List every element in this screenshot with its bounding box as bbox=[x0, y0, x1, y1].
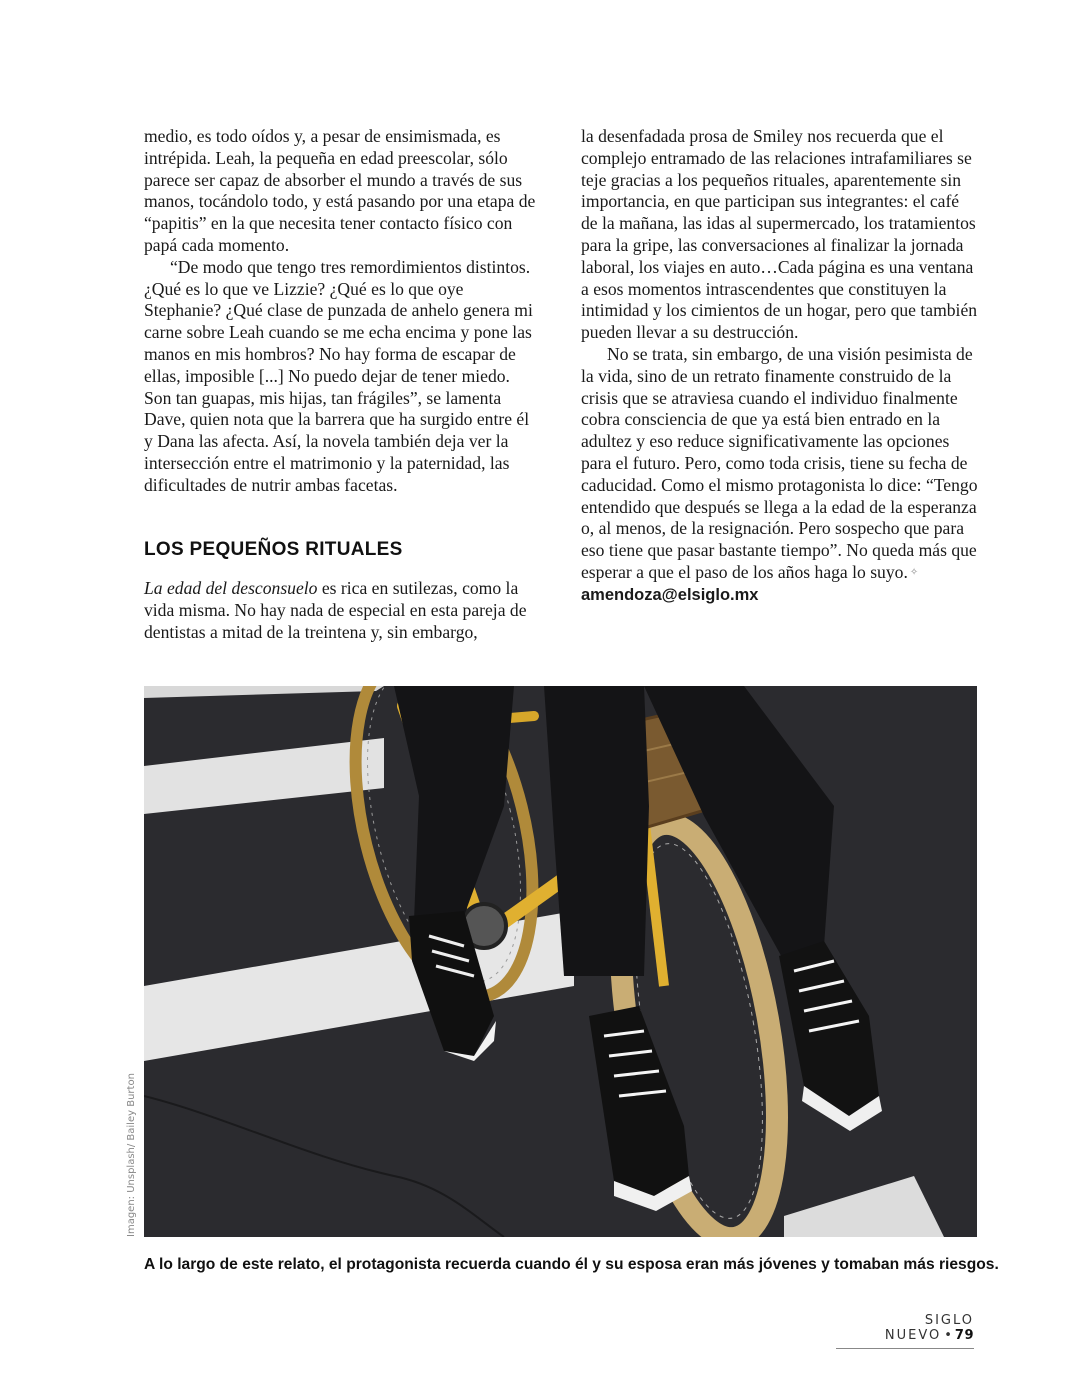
page-folio bbox=[836, 1313, 974, 1349]
bicycle-illustration bbox=[144, 686, 977, 1237]
paragraph bbox=[144, 578, 538, 643]
paragraph bbox=[581, 344, 978, 584]
bicycle-photo bbox=[144, 686, 977, 1237]
photo-caption: A lo largo de este relato, el protagonista recuerda cuando él y su esposa eran más jóvenes y tomaban más riesgos. bbox=[144, 1256, 999, 1273]
paragraph: “De modo que tengo tres remordimientos distintos. ¿Qué es lo que ve Lizzie? ¿Qué es lo que oye Stephanie? ¿Qué clase de punzada de anhelo genera mi carne sobre Leah cuando se me echa encima y pone las manos en mis hombros? No hay forma de escapar de ellas, imposible [...] No puedo dejar de tener miedo. Son tan guapas, mis hijas, tan frágiles”, se lamenta Dave, quien nota que la barrera que ha surgido entre él y Dana las afecta. Así, la novela también deja ver la intersección entre el matrimonio y la paternidad, las dificultades de nutrir ambas facetas. bbox=[144, 256, 533, 495]
paragraph: medio, es todo oídos y, a pesar de ensimismada, es intrépida. Leah, la pequeña en edad preescolar, sólo parece ser capaz de absorber el mundo a través de sus manos, tocándolo todo, y está pasando por una etapa de “papitis” en la que necesita tener contacto físico con papá cada momento. bbox=[144, 126, 536, 255]
photo-credit: Imagen: Unsplash/ Bailey Burton bbox=[126, 1073, 137, 1237]
folio-separator: • bbox=[944, 1328, 952, 1343]
author-email: amendoza@elsiglo.mx bbox=[581, 585, 759, 604]
paragraph-text: es rica en sutilezas, como la vida misma. No hay nada de especial en esta pareja de dentistas a mitad de la treintena y, sin embargo, bbox=[144, 578, 527, 642]
paragraph-text: No se trata, sin embargo, de una visión pesimista de la vida, sino de un retrato finamente construido de la crisis que se atraviesa cuando el individuo finalmente cobra consciencia de que ya está bien entrado en la adultez y eso reduce significativamente las opciones para el futuro. Pero, como toda crisis, tiene su fecha de caducidad. Como el mismo protagonista lo dice: “Tengo entendido que después se llega a la edad de la esperanza o, al menos, de la resignación. Pero sospecho que para eso tiene que pasar bastante tiempo”. No queda más que esperar a que el paso de los años haga lo suyo. bbox=[581, 343, 978, 582]
article-column-left bbox=[144, 126, 538, 644]
section-heading: LOS PEQUEÑOS RITUALES bbox=[144, 538, 403, 560]
book-title: La edad del desconsuelo bbox=[144, 578, 318, 599]
publication-name: SIGLO NUEVO bbox=[884, 1313, 974, 1343]
article-column-right bbox=[581, 126, 978, 607]
paragraph: la desenfadada prosa de Smiley nos recuerda que el complejo entramado de las relaciones intrafamiliares se teje gracias a los pequeños rituales, aparentemente sin importancia, en que participan sus integrantes: el café de la mañana, las idas al supermercado, los tratamientos para la gripe, las conversaciones al finalizar la jornada laboral, los viajes en auto…Cada página es una ventana a esos momentos intrascendentes que constituyen la intimidad y los cimientos de un hogar, pero que también pueden llevar a su destrucción. bbox=[581, 126, 978, 343]
page-number: 79 bbox=[954, 1328, 974, 1343]
end-mark-icon: ✧ bbox=[909, 566, 919, 578]
